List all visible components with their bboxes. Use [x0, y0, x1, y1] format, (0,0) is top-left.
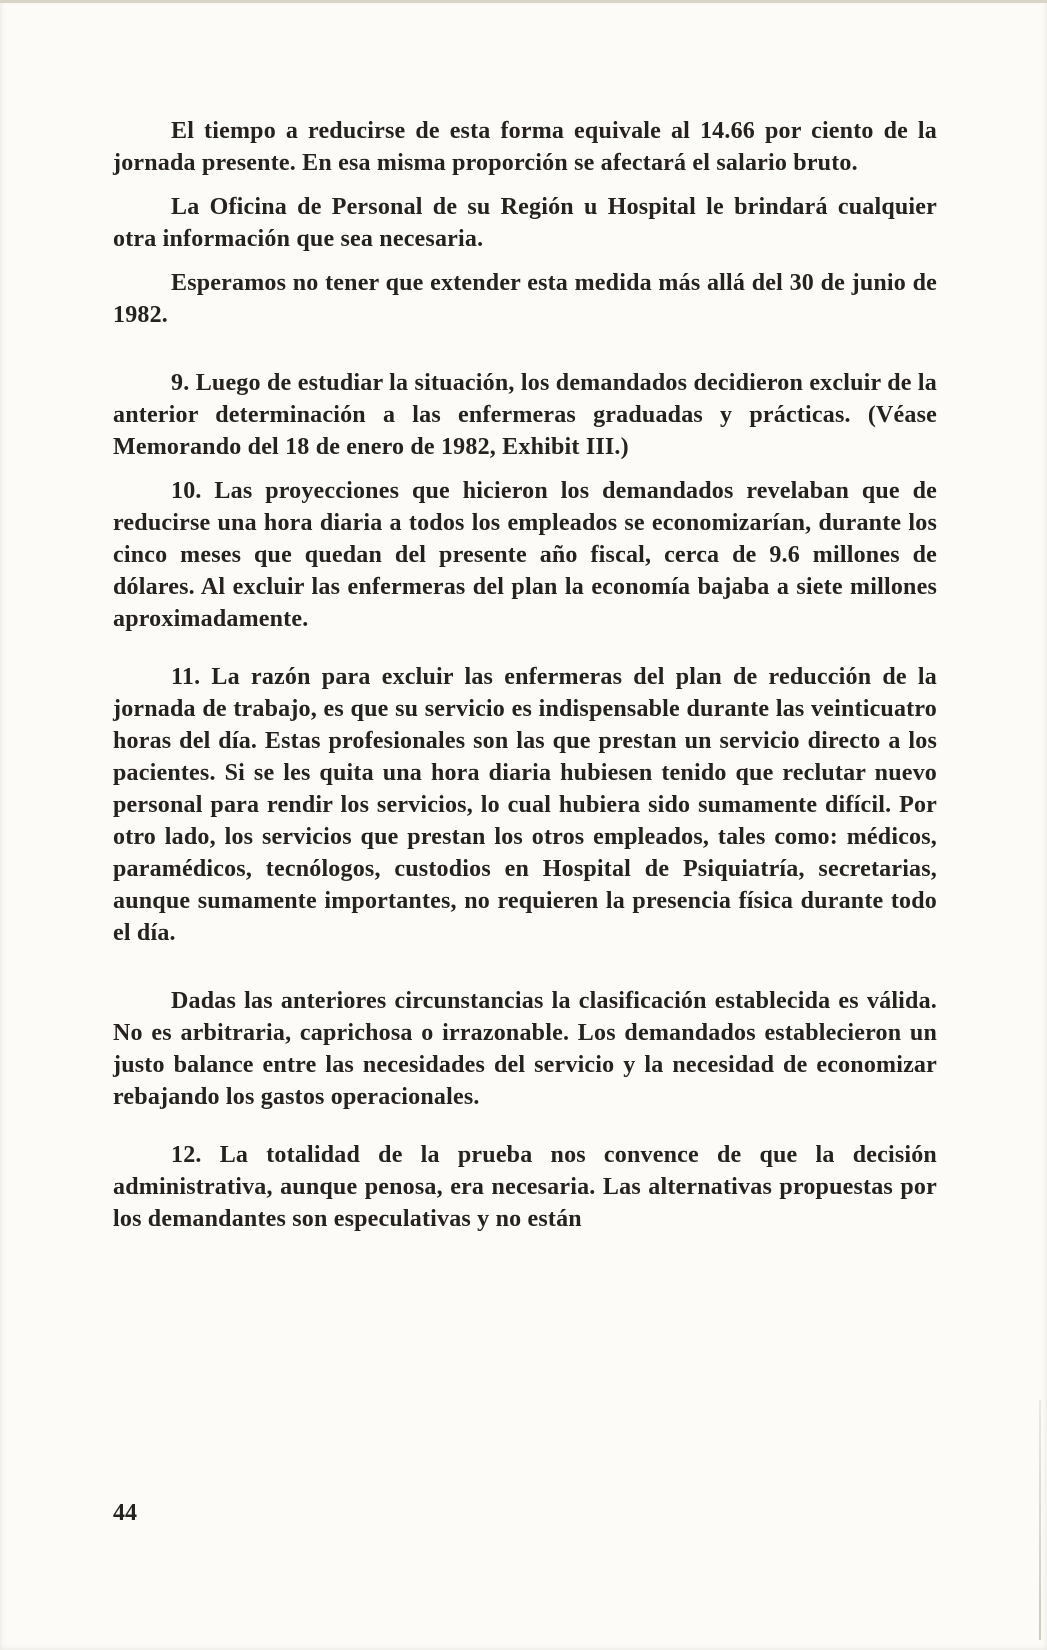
page-right-edge	[1039, 1400, 1041, 1640]
paragraph-classification: Dadas las anteriores circunstancias la clasificación establecida es válida. No es arbitraria, caprichosa o irrazonable. Los demandados establecieron un justo balance entre las necesidades del servicio y la necesidad de economizar rebajando los gastos operacionales.	[113, 988, 937, 1110]
paragraph-personnel-office: La Oficina de Personal de su Región u Hospital le brindará cualquier otra información que sea necesaria.	[113, 194, 937, 252]
body-text	[113, 115, 937, 1235]
paragraph-9: 9. Luego de estudiar la situación, los demandados decidieron excluir de la anterior determinación a las enfermeras graduadas y prácticas. (Véase Memorando del 18 de enero de 1982, Exhibit III.)	[113, 370, 937, 460]
paragraph-12: 12. La totalidad de la prueba nos convence de que la decisión administrativa, aunque penosa, era necesaria. Las alternativas propuestas por los demandantes son especulativas y no están	[113, 1142, 937, 1232]
page-top-edge	[0, 0, 1047, 3]
paragraph-reduction-time: El tiempo a reducirse de esta forma equivale al 14.66 por ciento de la jornada presente. En esa misma proporción se afectará el salario bruto.	[113, 118, 937, 176]
page-number: 44	[113, 1500, 137, 1526]
paragraph-june-1982: Esperamos no tener que extender esta medida más allá del 30 de junio de 1982.	[113, 270, 937, 328]
paragraph-11: 11. La razón para excluir las enfermeras del plan de reducción de la jornada de trabajo, es que su servicio es indispensable durante las veinticuatro horas del día. Estas profesionales son las que prestan un servicio directo a los pacientes. Si se les quita una hora diaria hubiesen tenido que reclutar nuevo personal para rendir los servicios, lo cual hubiera sido sumamente difícil. Por otro lado, los servicios que prestan los otros empleados, tales como: médicos, paramédicos, tecnólogos, custodios en Hospital de Psiquiatría, secretarias, aunque sumamente importantes, no requieren la presencia física durante todo el día.	[113, 664, 937, 946]
paragraph-10: 10. Las proyecciones que hicieron los demandados revelaban que de reducirse una hora diaria a todos los empleados se economizarían, durante los cinco meses que quedan del presente año fiscal, cerca de 9.6 millones de dólares. Al excluir las enfermeras del plan la economía bajaba a siete millones aproximadamente.	[113, 478, 937, 632]
